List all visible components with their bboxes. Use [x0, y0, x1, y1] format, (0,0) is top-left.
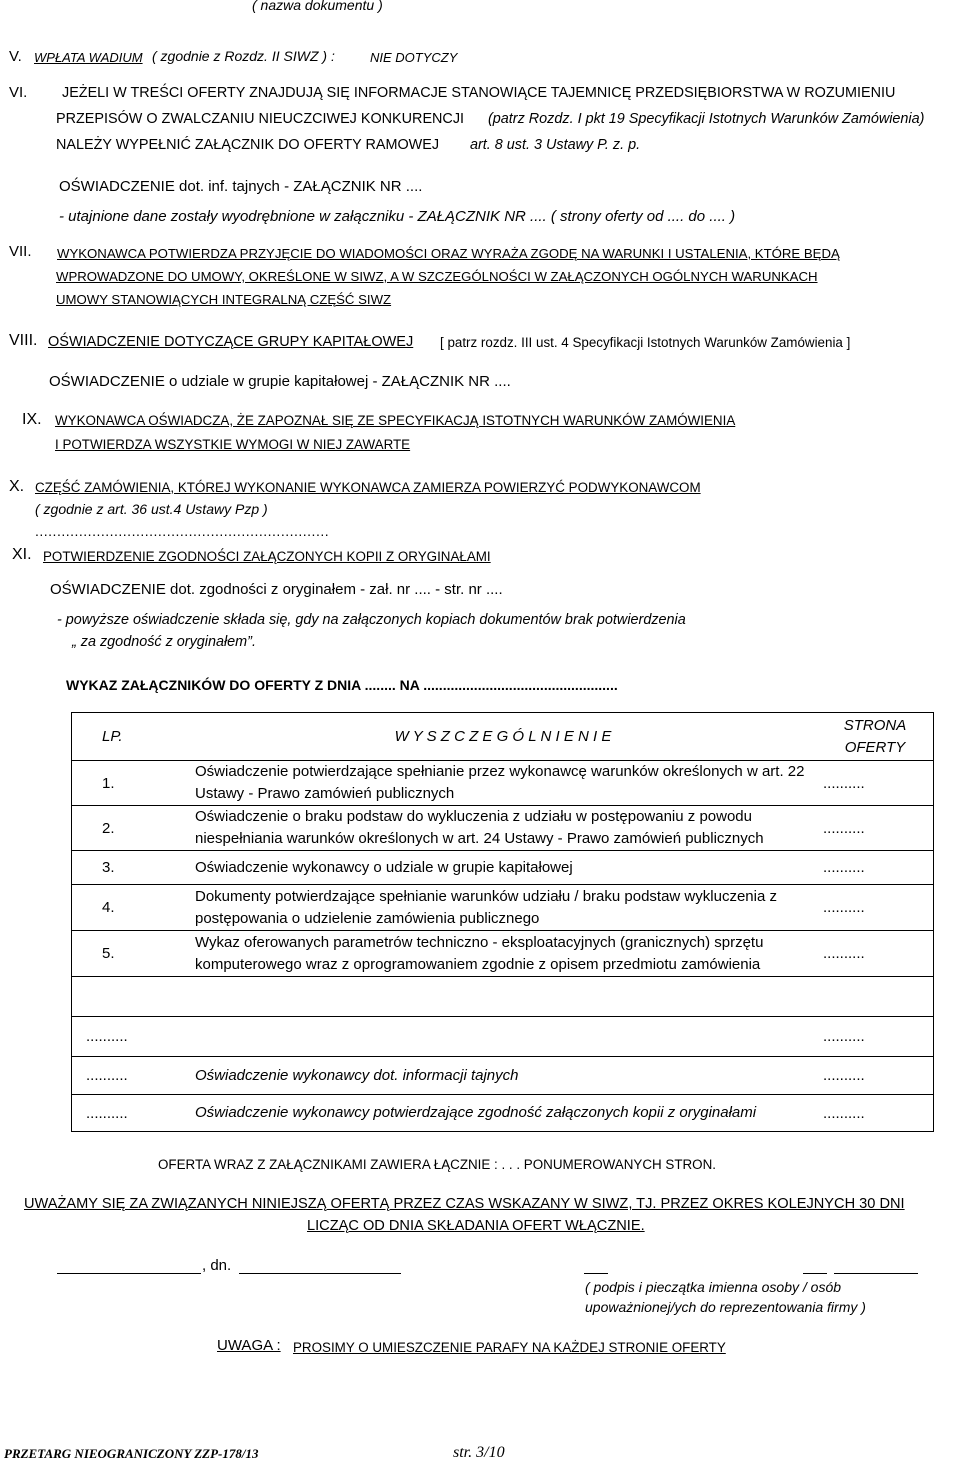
signature-caption-line-2: upoważnionej/ych do reprezentowania firmy )	[585, 1299, 866, 1315]
section-vi-line-2b: (patrz Rozdz. I pkt 19 Specyfikacji Istotnych Warunków Zamówienia)	[488, 111, 925, 127]
row-lp: 5.	[72, 931, 190, 977]
warning-label: UWAGA :	[217, 1337, 281, 1354]
row-description: Dokumenty potwierdzające spełnianie warunków udziału / braku podstaw wykluczenia z postępowania o udzielenie zamówienia publicznego	[189, 885, 817, 931]
row-lp: 3.	[72, 851, 190, 885]
row-page: ..........	[817, 806, 934, 851]
date-fill-line	[239, 1273, 401, 1274]
section-x-fill-line: ...................................................................	[35, 523, 330, 539]
column-header-lp: LP.	[72, 713, 190, 761]
section-x-number: X.	[9, 478, 25, 495]
section-ix-line-1: WYKONAWCA OŚWIADCZA, ŻE ZAPOZNAŁ SIĘ ZE SPECYFIKACJĄ ISTOTNYCH WARUNKÓW ZAMÓWIENIA	[55, 413, 736, 428]
table-row	[72, 851, 934, 885]
row-lp	[72, 977, 190, 1017]
row-description: Oświadczenie wykonawcy dot. informacji tajnych	[189, 1057, 817, 1095]
section-v-status: NIE DOTYCZY	[370, 50, 458, 65]
section-v-reference: ( zgodnie z Rozdz. II SIWZ ) :	[152, 48, 335, 64]
row-lp: 1.	[72, 761, 190, 806]
row-lp: ..........	[72, 1095, 190, 1132]
row-description: Oświadczenie wykonawcy potwierdzające zgodność załączonych kopii z oryginałami	[189, 1095, 817, 1132]
column-header-page	[817, 713, 934, 761]
signature-fill-line-a	[584, 1273, 608, 1274]
attachments-list-title: WYKAZ ZAŁĄCZNIKÓW DO OFERTY Z DNIA ........ NA ..................................................	[66, 677, 618, 693]
page-count-statement: OFERTA WRAZ Z ZAŁĄCZNIKAMI ZAWIERA ŁĄCZNIE : . . . PONUMEROWANYCH STRON.	[158, 1157, 716, 1172]
section-vi-declaration: OŚWIADCZENIE dot. inf. tajnych - ZAŁĄCZNIK NR ....	[59, 178, 423, 195]
section-vi-line-3b: art. 8 ust. 3 Ustawy P. z. p.	[470, 137, 641, 153]
validity-statement-line-2: LICZĄC OD DNIA SKŁADANIA OFERT WŁĄCZNIE.	[307, 1218, 645, 1234]
row-description	[189, 1017, 817, 1057]
row-page: ..........	[817, 931, 934, 977]
table-row	[72, 1095, 934, 1132]
table-row	[72, 761, 934, 806]
row-page: ..........	[817, 1017, 934, 1057]
section-vi-subnote: - utajnione dane zostały wyodrębnione w załączniku - ZAŁĄCZNIK NR .... ( strony oferty od .... do .... )	[59, 208, 736, 225]
section-xi-declaration: OŚWIADCZENIE dot. zgodności z oryginałem - zał. nr .... - str. nr ....	[50, 581, 503, 598]
footer-tender-reference: PRZETARG NIEOGRANICZONY ZZP-178/13	[4, 1446, 259, 1461]
section-xi-title: POTWIERDZENIE ZGODNOŚCI ZAŁĄCZONYCH KOPII Z ORYGINAŁAMI	[43, 549, 491, 564]
section-x-reference: ( zgodnie z art. 36 ust.4 Ustawy Pzp )	[35, 501, 268, 517]
table-header-row	[72, 713, 934, 761]
warning-text: PROSIMY O UMIESZCZENIE PARAFY NA KAŻDEJ STRONIE OFERTY	[293, 1340, 726, 1355]
row-description: Oświadczenie o braku podstaw do wykluczenia z udziału w postępowaniu z powodu niespełniania warunków określonych w art. 24 Ustawy - Prawo zamówień publicznych	[189, 806, 817, 851]
section-vi-line-1: JEŻELI W TREŚCI OFERTY ZNAJDUJĄ SIĘ INFORMACJE STANOWIĄCE TAJEMNICĘ PRZEDSIĘBIORSTWA W ROZUMIENIU	[62, 85, 896, 101]
table-row	[72, 1017, 934, 1057]
row-description: Oświadczenie potwierdzające spełnianie przez wykonawcę warunków określonych w art. 22 Ustawy - Prawo zamówień publicznych	[189, 761, 817, 806]
signature-fill-line-c	[834, 1273, 918, 1274]
table-row	[72, 977, 934, 1017]
signature-caption-line-1: ( podpis i pieczątka imienna osoby / osób	[585, 1279, 842, 1295]
row-description: Oświadczenie wykonawcy o udziale w grupie kapitałowej	[189, 851, 817, 885]
table-row	[72, 806, 934, 851]
row-lp: 4.	[72, 885, 190, 931]
section-viii-declaration: OŚWIADCZENIE o udziale w grupie kapitałowej - ZAŁĄCZNIK NR ....	[49, 373, 511, 390]
row-lp: 2.	[72, 806, 190, 851]
table-row	[72, 1057, 934, 1095]
section-viii-number: VIII.	[9, 332, 38, 349]
section-xi-note-1: - powyższe oświadczenie składa się, gdy na załączonych kopiach dokumentów brak potwierdzenia	[57, 612, 686, 628]
row-page: ..........	[817, 851, 934, 885]
document-name-label: ( nazwa dokumentu )	[252, 0, 383, 13]
row-page: ..........	[817, 1057, 934, 1095]
section-ix-line-2: I POTWIERDZA WSZYSTKIE WYMOGI W NIEJ ZAWARTE	[55, 437, 411, 452]
row-description: Wykaz oferowanych parametrów techniczno - eksploatacyjnych (granicznych) sprzętu komputerowego wraz z oprogramowaniem zgodnie z opisem przedmiotu zamówienia	[189, 931, 817, 977]
table-row	[72, 885, 934, 931]
section-viii-title: OŚWIADCZENIE DOTYCZĄCE GRUPY KAPITAŁOWEJ	[48, 334, 414, 350]
row-lp: ..........	[72, 1057, 190, 1095]
section-v-number: V.	[9, 48, 22, 65]
date-label: , dn.	[202, 1257, 232, 1274]
footer-page-number: str. 3/10	[453, 1444, 505, 1461]
row-page	[817, 977, 934, 1017]
section-vi-line-3a: NALEŻY WYPEŁNIĆ ZAŁĄCZNIK DO OFERTY RAMOWEJ	[56, 137, 440, 153]
row-page: ..........	[817, 885, 934, 931]
table-row	[72, 931, 934, 977]
section-vi-line-2a: PRZEPISÓW O ZWALCZANIU NIEUCZCIWEJ KONKURENCJI	[56, 111, 465, 127]
column-header-page-line-1: STRONA	[843, 716, 907, 734]
row-lp: ..........	[72, 1017, 190, 1057]
place-fill-line	[57, 1273, 201, 1274]
section-xi-number: XI.	[12, 546, 32, 563]
section-vii-number: VII.	[9, 243, 32, 260]
section-v-title: WPŁATA WADIUM	[34, 50, 143, 65]
section-vi-number: VI.	[9, 84, 28, 101]
section-vii-line-1: WYKONAWCA POTWIERDZA PRZYJĘCIE DO WIADOMOŚCI ORAZ WYRAŻA ZGODĘ NA WARUNKI I USTALENIA, KTÓRE BĘDĄ	[57, 246, 840, 261]
column-header-description: W Y S Z C Z E G Ó L N I E N I E	[189, 713, 817, 761]
row-description	[189, 977, 817, 1017]
attachments-table	[71, 712, 934, 1132]
section-xi-note-2: „ za zgodność z oryginałem”.	[72, 634, 256, 650]
row-page: ..........	[817, 761, 934, 806]
section-ix-number: IX.	[22, 411, 42, 428]
row-page: ..........	[817, 1095, 934, 1132]
validity-statement-line-1: UWAŻAMY SIĘ ZA ZWIĄZANYCH NINIEJSZĄ OFERTĄ PRZEZ CZAS WSKAZANY W SIWZ, TJ. PRZEZ OKRES KOLEJNYCH 30 DNI	[24, 1196, 905, 1212]
signature-fill-line-b	[803, 1273, 827, 1274]
section-x-title: CZĘŚĆ ZAMÓWIENIA, KTÓREJ WYKONANIE WYKONAWCA ZAMIERZA POWIERZYĆ PODWYKONAWCOM	[35, 480, 701, 495]
column-header-page-line-2: OFERTY	[844, 738, 906, 756]
section-viii-reference: [ patrz rozdz. III ust. 4 Specyfikacji Istotnych Warunków Zamówienia ]	[440, 335, 851, 350]
section-vii-line-2: WPROWADZONE DO UMOWY, OKREŚLONE W SIWZ, A W SZCZEGÓLNOŚCI W ZAŁĄCZONYCH OGÓLNYCH WARUNKACH	[56, 269, 818, 284]
section-vii-line-3: UMOWY STANOWIĄCYCH INTEGRALNĄ CZĘŚĆ SIWZ	[56, 292, 392, 307]
